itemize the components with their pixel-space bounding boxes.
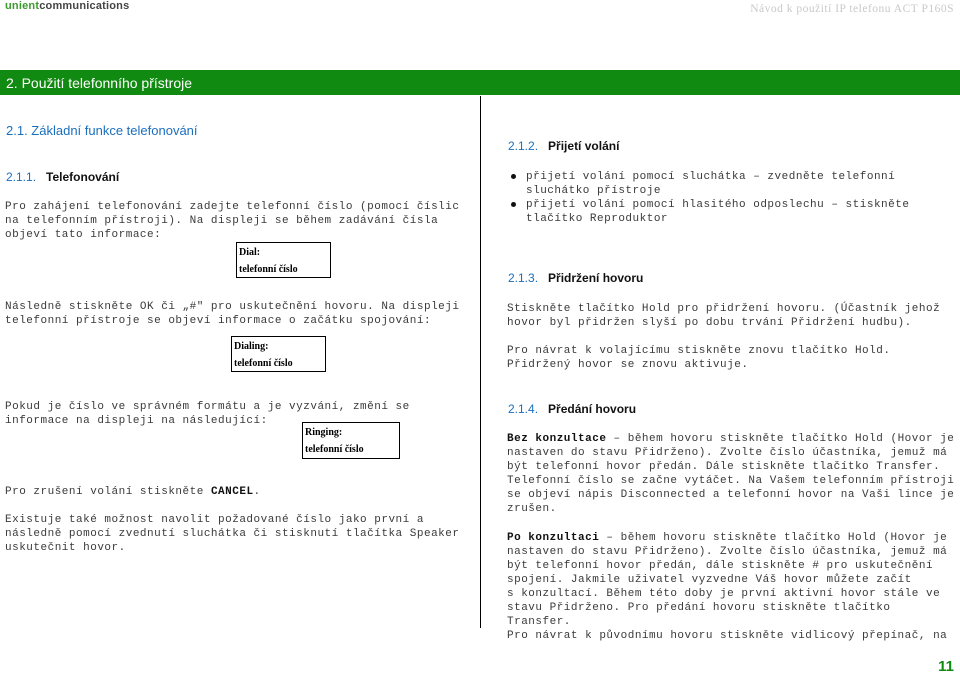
display-line: Dialing: xyxy=(234,341,269,352)
display-box-ringing xyxy=(302,422,400,459)
display-box-dial xyxy=(236,242,331,278)
text-line: se objeví nápis Disconnected a telefonní hovor na Vaši lince je xyxy=(507,489,955,501)
text-line: stavu Přidrženo. Pro předání hovoru stiskněte tlačítko Transfer. xyxy=(507,602,891,628)
document-title: Návod k použití IP telefonu ACT P160S xyxy=(750,3,954,15)
text-line: být telefonní hovor předán, dále stiskněte # pro uskutečnění xyxy=(507,560,934,572)
text-line: uskutečnit hovor. xyxy=(5,542,126,554)
subsection-2-1-2-heading xyxy=(508,139,619,153)
column-divider xyxy=(480,96,481,628)
text-line: zrušen. xyxy=(507,503,557,515)
paragraph-cancel xyxy=(5,485,261,499)
display-line: telefonní číslo xyxy=(239,264,298,275)
text-line: telefonní přístroje se objeví informace o začátku spojování: xyxy=(5,315,432,327)
text-line: Pro zahájení telefonování zadejte telefonní číslo (pomocí číslic xyxy=(5,201,460,213)
text-line: přijetí volání pomocí hlasitého odposlechu – stiskněte xyxy=(526,199,910,211)
subsection-title: Přijetí volání xyxy=(548,139,620,153)
paragraph-hold xyxy=(507,302,940,330)
text-line: Přidržený hovor se znovu aktivuje. xyxy=(507,359,749,371)
section-heading: 2.1. Základní funkce telefonování xyxy=(6,123,198,138)
text-line: informace na displeji na následující: xyxy=(5,415,268,427)
text-part: . xyxy=(253,486,261,498)
display-line: telefonní číslo xyxy=(305,444,364,455)
subsection-number: 2.1.4. xyxy=(508,402,539,416)
subsection-title: Přidržení hovoru xyxy=(548,271,644,285)
text-line: přijetí volání pomocí sluchátka – zvedněte telefonní xyxy=(526,171,896,183)
text-line xyxy=(507,531,960,545)
bold-term: Bez konzultace xyxy=(507,433,607,445)
text-line: Pro návrat k volajícímu stiskněte znovu tlačítko Hold. xyxy=(507,345,891,357)
text-part: – během hovoru stiskněte tlačítko Hold (Hovor je xyxy=(599,532,948,544)
bold-term: Po konzultaci xyxy=(507,532,600,544)
text-line: na telefonním přístroji). Na displeji se během zadávání čísla xyxy=(5,215,439,227)
text-line: hovor byl přidržen slyší po dobu trvání Přidržení hudbu). xyxy=(507,317,912,329)
logo-part1: unient xyxy=(5,0,40,12)
text-part: Pro zrušení volání stiskněte xyxy=(5,486,211,498)
page-number: 11 xyxy=(938,658,954,675)
text-line: objeví tato informace: xyxy=(5,229,162,241)
paragraph-predial xyxy=(5,513,459,555)
bullet-item-speaker xyxy=(507,198,909,226)
text-line: nastaven do stavu Přidrženo). Zvolte číslo účastníka, jemuž má xyxy=(507,447,948,459)
text-line: spojení. Jakmile uživatel vyzvedne Váš hovor můžete začít xyxy=(507,574,912,586)
paragraph-transfer-with-consult xyxy=(507,531,960,643)
text-line: sluchátko přístroje xyxy=(526,185,661,197)
text-line: s konzultací. Během této doby je první aktivní hovor stále ve xyxy=(507,588,941,600)
company-logo xyxy=(5,0,129,12)
display-line: Dial: xyxy=(239,247,261,258)
display-line: telefonní číslo xyxy=(234,358,293,369)
text-line: Následně stiskněte OK či „#" pro uskutečnění hovoru. Na displeji xyxy=(5,301,460,313)
text-line xyxy=(507,432,954,446)
display-line: Ringing: xyxy=(305,427,343,438)
chapter-heading: 2. Použití telefonního přístroje xyxy=(6,75,192,91)
subsection-number: 2.1.1. xyxy=(6,170,37,184)
bullet-item-handset xyxy=(507,170,909,198)
subsection-number: 2.1.3. xyxy=(508,271,539,285)
subsection-number: 2.1.2. xyxy=(508,139,539,153)
logo-part2: communications xyxy=(39,0,130,12)
text-line: následně pomocí zvednutí sluchátka či stisknutí tlačítka Speaker xyxy=(5,528,460,540)
paragraph-dial-intro xyxy=(5,200,459,242)
text-line: Pokud je číslo ve správném formátu a je vyzvání, změní se xyxy=(5,401,410,413)
cancel-key-text: CANCEL xyxy=(210,486,254,498)
display-box-dialing xyxy=(231,336,326,372)
paragraph-after-dial xyxy=(5,300,459,328)
text-line: Telefonní číslo se začne vytáčet. Na Vašem telefonním přístroji xyxy=(507,475,955,487)
subsection-title: Předání hovoru xyxy=(548,402,637,416)
subsection-2-1-3-heading xyxy=(508,271,643,285)
subsection-2-1-4-heading xyxy=(508,402,636,416)
paragraph-hold-return xyxy=(507,344,890,372)
subsection-2-1-1-heading xyxy=(6,170,119,184)
text-line: tlačítko Reproduktor xyxy=(526,213,669,225)
paragraph-transfer-without-consult xyxy=(507,432,954,516)
text-line: Existuje také možnost navolit požadované číslo jako první a xyxy=(5,514,424,526)
text-part: – během hovoru stiskněte tlačítko Hold (Hovor je xyxy=(606,433,955,445)
text-line: nastaven do stavu Přidrženo). Zvolte číslo účastníka, jemuž má xyxy=(507,546,948,558)
bullet-list-answer xyxy=(507,170,909,226)
text-line: Stiskněte tlačítko Hold pro přidržení hovoru. (Účastník jehož xyxy=(507,303,941,315)
text-line: být telefonní hovor předán. Dále stiskněte tlačítko Transfer. xyxy=(507,461,941,473)
text-line: Pro návrat k původnímu hovoru stiskněte vidlicový přepínač, na xyxy=(507,630,948,642)
subsection-title: Telefonování xyxy=(46,170,120,184)
